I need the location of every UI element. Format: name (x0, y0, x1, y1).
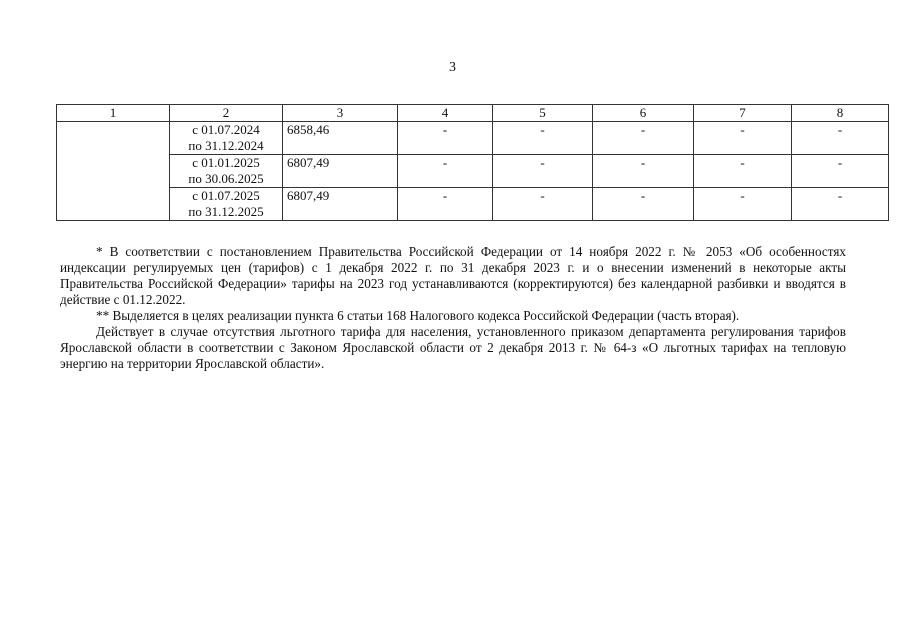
period-cell (170, 122, 283, 155)
period-to: по 30.06.2025 (188, 171, 264, 186)
period-from: с 01.01.2025 (192, 155, 260, 170)
tariff-value-cell: 6807,49 (283, 155, 398, 188)
column-header: 3 (283, 105, 398, 122)
footnote-double-asterisk: ** Выделяется в целях реализации пункта 6 статьи 168 Налогового кодекса Российской Федерации (часть вторая). (96, 308, 740, 323)
dash-cell: - (593, 188, 694, 221)
period-from: с 01.07.2025 (192, 188, 260, 203)
dash-cell: - (694, 188, 792, 221)
footnote-single-asterisk: * В соответствии с постановлением Правительства Российской Федерации от 14 ноября 2022 г. № 2053 «Об особенностях индексации регулируемых цен (тарифов) с 1 декабря 2022 г. по 31 декабря 2023 г. и о внесении изменений в некоторые акты Правительства Российской Федерации» тарифы на 2023 год устанавливаются (корректируются) без календарной разбивки и вводятся в действие с 01.12.2022. (60, 244, 846, 307)
tariff-value-cell: 6858,46 (283, 122, 398, 155)
column-header: 8 (792, 105, 889, 122)
column-header: 5 (493, 105, 593, 122)
dash-cell: - (792, 155, 889, 188)
column-header: 1 (57, 105, 170, 122)
dash-cell: - (398, 188, 493, 221)
dash-cell: - (593, 122, 694, 155)
table-row (57, 122, 889, 155)
tariff-value-cell: 6807,49 (283, 188, 398, 221)
dash-cell: - (493, 188, 593, 221)
dash-cell: - (694, 155, 792, 188)
dash-cell: - (493, 122, 593, 155)
dash-cell: - (398, 155, 493, 188)
table-row (57, 155, 889, 188)
dash-cell: - (792, 188, 889, 221)
tariff-table (56, 104, 889, 221)
merged-empty-cell (57, 122, 170, 221)
column-header: 6 (593, 105, 694, 122)
dash-cell: - (398, 122, 493, 155)
period-to: по 31.12.2024 (188, 138, 264, 153)
dash-cell: - (493, 155, 593, 188)
period-from: с 01.07.2024 (192, 122, 260, 137)
dash-cell: - (593, 155, 694, 188)
column-header: 7 (694, 105, 792, 122)
period-to: по 31.12.2025 (188, 204, 264, 219)
footnotes (60, 244, 846, 372)
footnote-applicability: Действует в случае отсутствия льготного тарифа для населения, установленного приказом департамента регулирования тарифов Ярославской области в соответствии с Законом Ярославской области от 2 декабря 2013 г. № 64-з «О льготных тарифах на тепловую энергию на территории Ярославской области». (60, 324, 846, 371)
page-number: 3 (449, 60, 456, 75)
period-cell (170, 188, 283, 221)
dash-cell: - (792, 122, 889, 155)
column-header: 4 (398, 105, 493, 122)
dash-cell: - (694, 122, 792, 155)
table-header-row (57, 105, 889, 122)
column-header: 2 (170, 105, 283, 122)
table-row (57, 188, 889, 221)
period-cell (170, 155, 283, 188)
